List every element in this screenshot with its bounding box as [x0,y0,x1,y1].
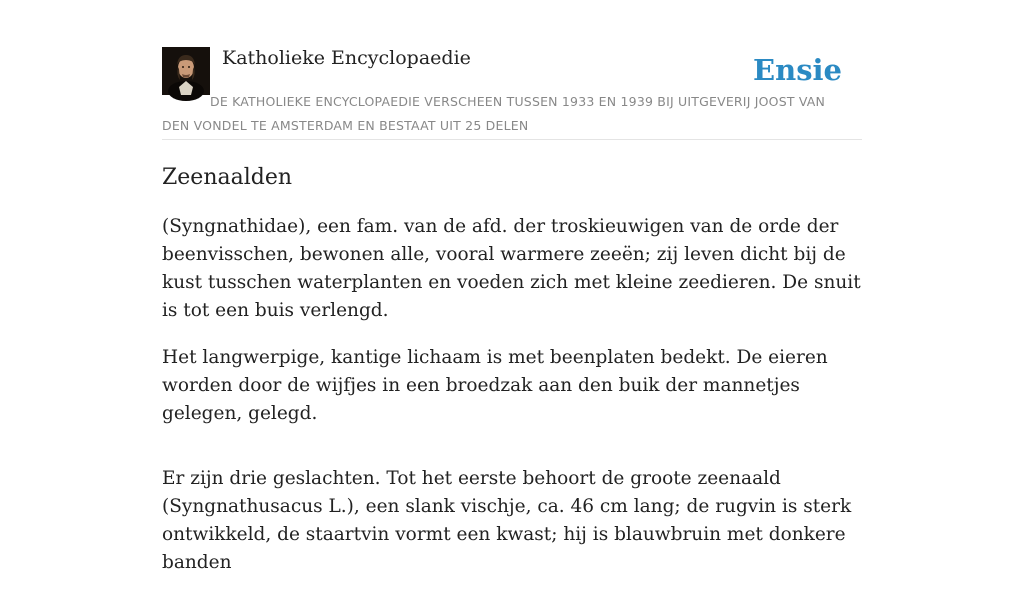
site-title[interactable]: Katholieke Encyclopaedie [222,47,471,69]
article [162,162,862,596]
brand-logo-link[interactable]: Ensie [753,53,842,87]
portrait-avatar-graphic [162,47,210,95]
article-title: Zeenaalden [162,165,293,190]
article-paragraph-2: Het langwerpige, kantige lichaam is met beenplaten bedekt. De eieren worden door de wijfjes in een broedzak aan den buik der mannetjes gelegen, gelegd. [162,347,828,424]
site-subtitle: DE KATHOLIEKE ENCYCLOPAEDIE VERSCHEEN TUSSEN 1933 EN 1939 BIJ UITGEVERIJ JOOST VAN DEN VONDEL TE AMSTERDAM EN BESTAAT UIT 25 DELEN [162,94,826,133]
header-divider [162,139,862,140]
portrait-avatar-icon[interactable] [162,47,210,95]
article-paragraph-3: Er zijn drie geslachten. Tot het eerste behoort de groote zeenaald (Syngnathusacus L.), een slank vischje, ca. 46 cm lang; de rugvin is sterk ontwikkeld, de staartvin vormt een kwast; hij is blauwbruin met donkere banden [162,468,852,573]
article-paragraph-1: (Syngnathidae), een fam. van de afd. der troskieuwigen van de orde der beenvisschen, bewonen alle, vooral warmere zeeën; zij leven dicht bij de kust tusschen waterplanten en voeden zich met kleine zeedieren. De snuit is tot een buis verlengd. [162,216,861,321]
